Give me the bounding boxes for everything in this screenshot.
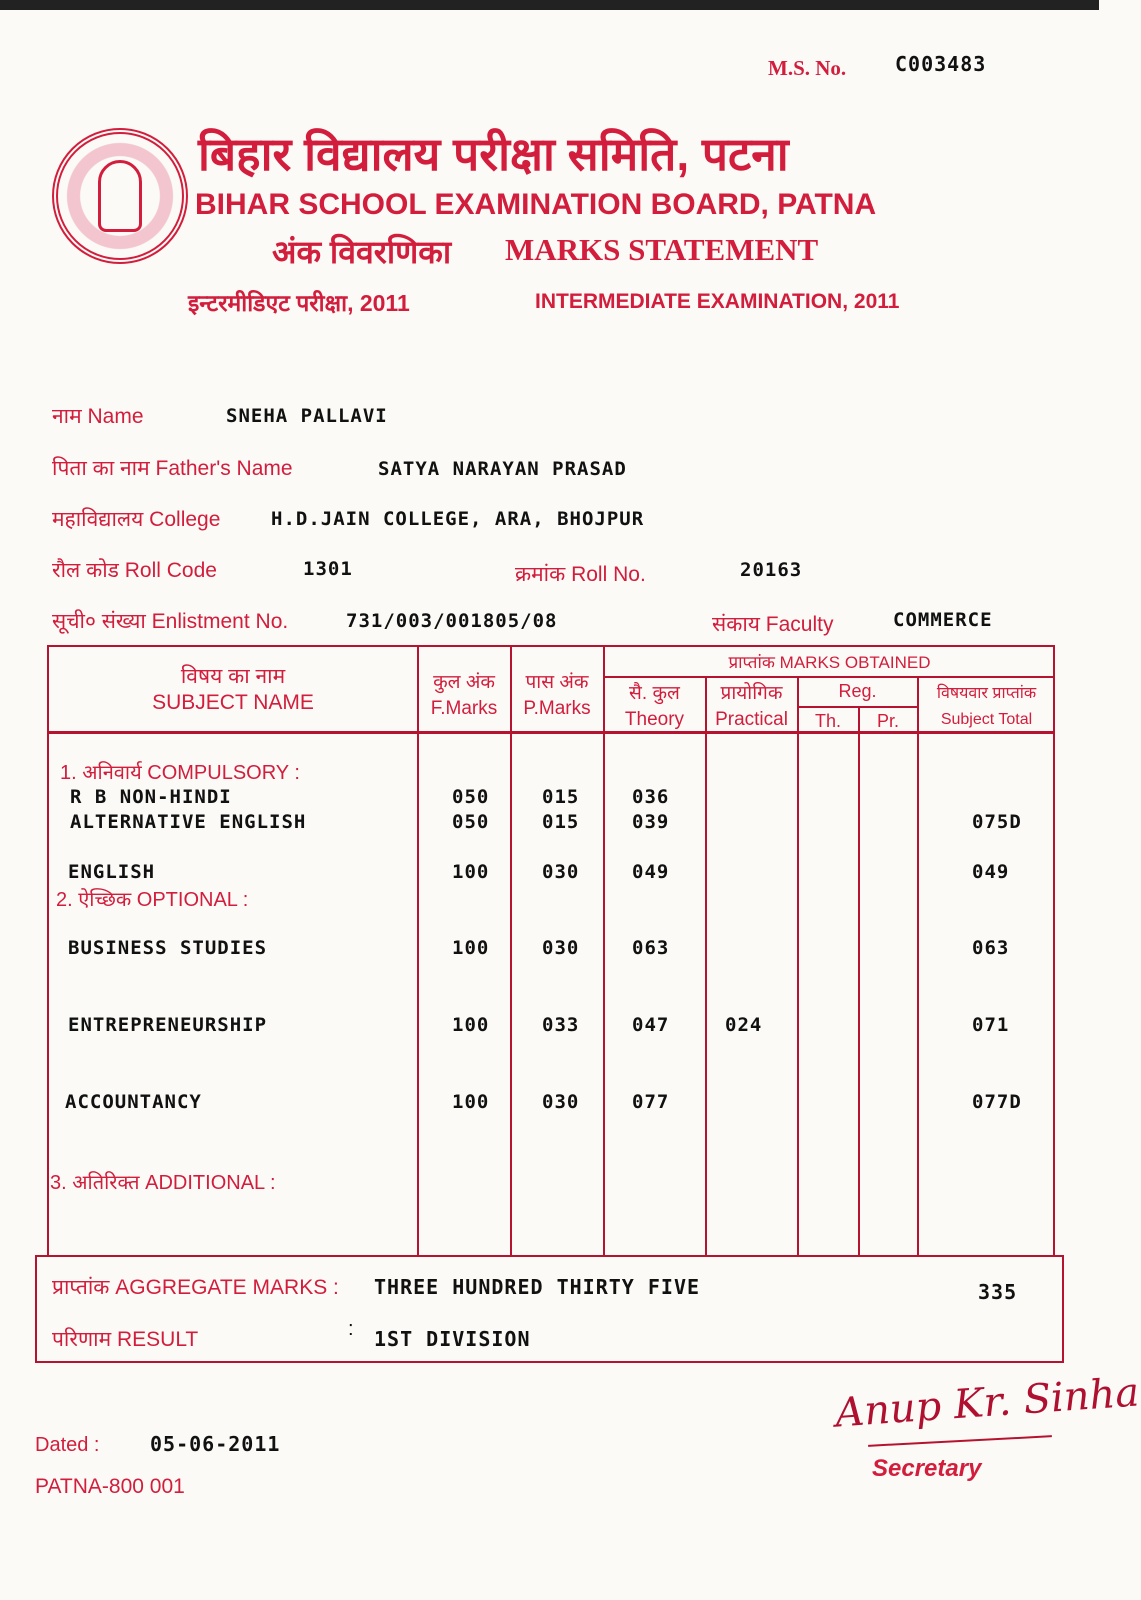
result-value: 1ST DIVISION [374, 1327, 531, 1351]
father-value: SATYA NARAYAN PRASAD [378, 458, 627, 480]
roll-code-value: 1301 [303, 558, 353, 580]
enlistment-label: सूची० संख्या Enlistment No. [52, 610, 289, 633]
cell-subject: ACCOUNTANCY [65, 1091, 202, 1113]
name-label: नाम Name [52, 405, 144, 428]
col-line [417, 645, 419, 1257]
practical-header: प्रायोगिक Practical [715, 683, 788, 730]
statement-hindi: अंक विवरणिका [272, 234, 452, 270]
cell-subject: BUSINESS STUDIES [68, 937, 268, 959]
exam-hindi: इन्टरमीडिएट परीक्षा, 2011 [188, 290, 410, 316]
section-optional: 2. ऐच्छिक OPTIONAL : [56, 889, 249, 911]
cell-f: 100 [452, 937, 490, 959]
col-line [603, 645, 605, 1257]
cell-subject: ENGLISH [68, 861, 156, 883]
faculty-label: संकाय Faculty [712, 613, 834, 636]
exam-english: INTERMEDIATE EXAMINATION, 2011 [535, 290, 900, 313]
college-label: महाविद्यालय College [52, 508, 221, 531]
father-label: पिता का नाम Father's Name [52, 457, 293, 480]
theory-header: सै. कुल Theory [624, 683, 685, 730]
cell-subject: ALTERNATIVE ENGLISH [70, 811, 307, 833]
subject-header: विषय का नाम SUBJECT NAME [152, 665, 314, 714]
aggregate-words: THREE HUNDRED THIRTY FIVE [374, 1275, 701, 1299]
aggregate-value: 335 [978, 1280, 1018, 1304]
enlistment-value: 731/003/001805/08 [346, 610, 558, 632]
reg-th-header: Th. [814, 711, 841, 731]
cell-total: 075D [972, 811, 1022, 833]
subject-total-header: विषयवार प्राप्तांक Subject Total [936, 685, 1037, 728]
statement-english: MARKS STATEMENT [505, 232, 819, 267]
ms-no-label: M.S. No. [768, 56, 847, 80]
cell-p: 030 [542, 1091, 580, 1113]
cell-subject: R B NON-HINDI [70, 786, 232, 808]
scan-edge [0, 0, 1099, 10]
cell-p: 015 [542, 786, 580, 808]
result-separator: : [348, 1318, 354, 1340]
address: PATNA-800 001 [35, 1475, 185, 1498]
cell-theory: 063 [632, 937, 670, 959]
title-english: BIHAR SCHOOL EXAMINATION BOARD, PATNA [195, 188, 877, 221]
cell-f: 050 [452, 811, 490, 833]
reg-header: Reg. [838, 681, 877, 701]
col-line [705, 676, 707, 1257]
cell-practical: 024 [725, 1014, 763, 1036]
signature-line [868, 1435, 1052, 1447]
cell-total: 077D [972, 1091, 1022, 1113]
reg-pr-header: Pr. [876, 711, 899, 731]
roll-no-label: क्रमांक Roll No. [515, 563, 646, 586]
ms-no-value: C003483 [895, 52, 987, 76]
college-value: H.D.JAIN COLLEGE, ARA, BHOJPUR [271, 508, 645, 530]
cell-theory: 047 [632, 1014, 670, 1036]
cell-theory: 077 [632, 1091, 670, 1113]
cell-theory: 049 [632, 861, 670, 883]
result-label: परिणाम RESULT [52, 1328, 199, 1351]
roll-code-label: रौल कोड Roll Code [52, 559, 217, 582]
cell-total: 071 [972, 1014, 1010, 1036]
col-line [510, 645, 512, 1257]
aggregate-label: प्राप्तांक AGGREGATE MARKS : [52, 1276, 339, 1299]
cell-theory: 036 [632, 786, 670, 808]
cell-total: 049 [972, 861, 1010, 883]
cell-f: 100 [452, 1014, 490, 1036]
fmarks-header: कुल अंक F.Marks [430, 672, 498, 719]
section-compulsory: 1. अनिवार्य COMPULSORY : [60, 762, 300, 784]
roll-no-value: 20163 [740, 559, 803, 581]
cell-theory: 039 [632, 811, 670, 833]
cell-f: 100 [452, 1091, 490, 1113]
cell-f: 100 [452, 861, 490, 883]
col-line [917, 676, 919, 1257]
cell-p: 030 [542, 937, 580, 959]
cell-subject: ENTREPRENEURSHIP [68, 1014, 268, 1036]
cell-p: 030 [542, 861, 580, 883]
date-value: 05-06-2011 [150, 1432, 281, 1456]
dated-label: Dated : [35, 1434, 100, 1456]
faculty-value: COMMERCE [893, 609, 993, 631]
cell-total: 063 [972, 937, 1010, 959]
secretary-title: Secretary [872, 1455, 982, 1482]
cell-p: 015 [542, 811, 580, 833]
col-line [858, 706, 860, 1257]
secretary-signature: Anup Kr. Sinha [833, 1369, 1141, 1437]
col-line [797, 676, 799, 1257]
pmarks-header: पास अंक P.Marks [523, 672, 591, 719]
title-hindi: बिहार विद्यालय परीक्षा समिति, पटना [198, 128, 789, 180]
board-seal-logo [52, 128, 188, 264]
cell-p: 033 [542, 1014, 580, 1036]
marks-obtained-header: प्राप्तांक MARKS OBTAINED [728, 653, 931, 672]
section-additional: 3. अतिरिक्त ADDITIONAL : [50, 1172, 276, 1194]
name-value: SNEHA PALLAVI [226, 405, 388, 427]
cell-f: 050 [452, 786, 490, 808]
